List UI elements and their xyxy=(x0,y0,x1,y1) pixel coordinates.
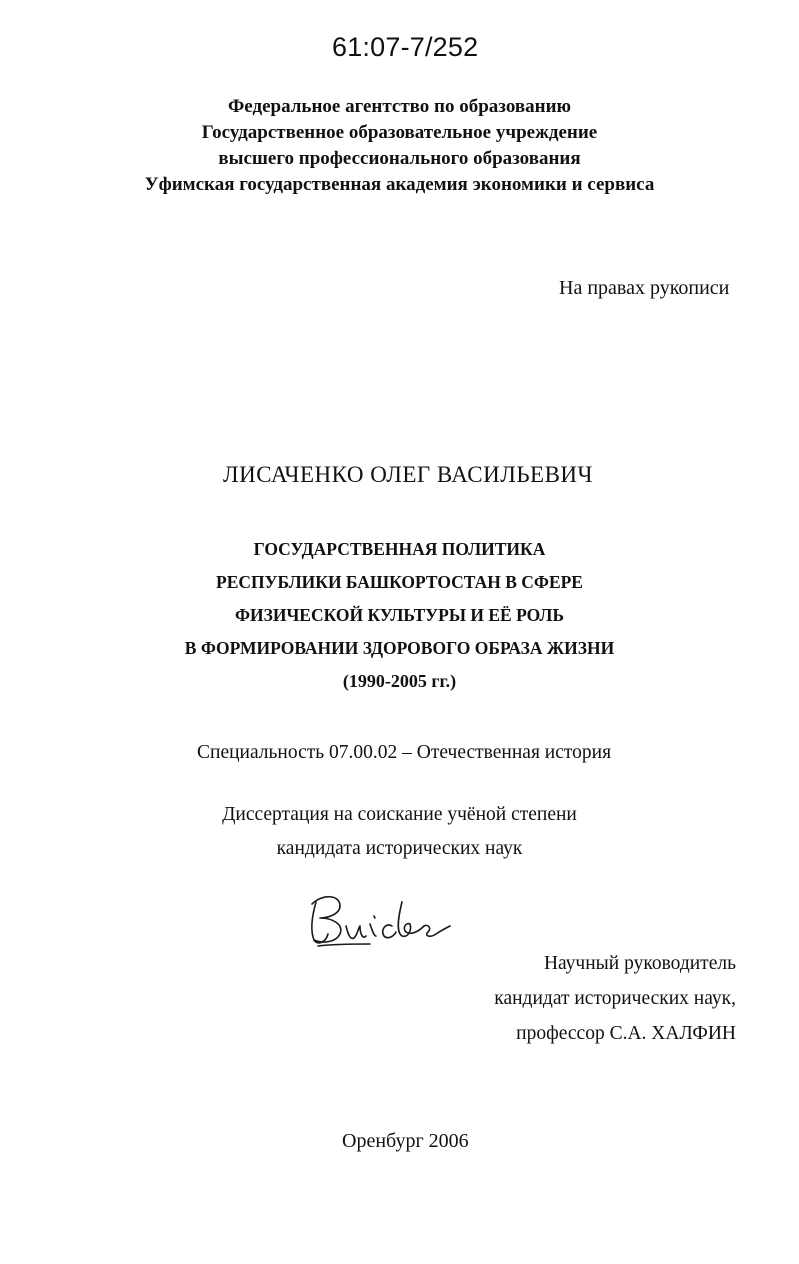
dissertation-title xyxy=(0,533,799,698)
specialty: Специальность 07.00.02 – Отечественная история xyxy=(197,742,612,763)
supervisor-degree: кандидат исторических наук, xyxy=(494,988,736,1009)
organization-line: Государственное образовательное учреждение xyxy=(201,122,598,143)
title-years: (1990-2005 гг.) xyxy=(342,671,457,691)
rights-note: На правах рукописи xyxy=(559,277,730,299)
title-line: РЕСПУБЛИКИ БАШКОРТОСТАН В СФЕРЕ xyxy=(216,572,583,592)
supervisor-role: Научный руководитель xyxy=(543,953,736,974)
organization-line: высшего профессионального образования xyxy=(218,148,581,169)
city-year: Оренбург 2006 xyxy=(342,1130,469,1152)
author-name: ЛИСАЧЕНКО ОЛЕГ ВАСИЛЬЕВИЧ xyxy=(223,462,593,487)
supervisor-name: профессор С.А. ХАЛФИН xyxy=(516,1023,736,1044)
title-line: В ФОРМИРОВАНИИ ЗДОРОВОГО ОБРАЗА ЖИЗНИ xyxy=(184,638,615,658)
archive-code: 61:07-7/252 xyxy=(332,32,479,62)
handwritten-signature xyxy=(306,882,451,954)
title-line: ГОСУДАРСТВЕННАЯ ПОЛИТИКА xyxy=(253,539,546,559)
organization-line: Федеральное агентство по образованию xyxy=(227,96,572,117)
organization-line: Уфимская государственная академия экономики и сервиса xyxy=(144,174,655,195)
degree-line: кандидата исторических наук xyxy=(276,838,523,859)
title-line: ФИЗИЧЕСКОЙ КУЛЬТУРЫ И ЕЁ РОЛЬ xyxy=(234,605,565,625)
supervisor-block xyxy=(494,946,736,1051)
degree-block xyxy=(0,798,799,866)
organization-block xyxy=(0,94,799,198)
degree-line: Диссертация на соискание учёной степени xyxy=(222,804,577,825)
